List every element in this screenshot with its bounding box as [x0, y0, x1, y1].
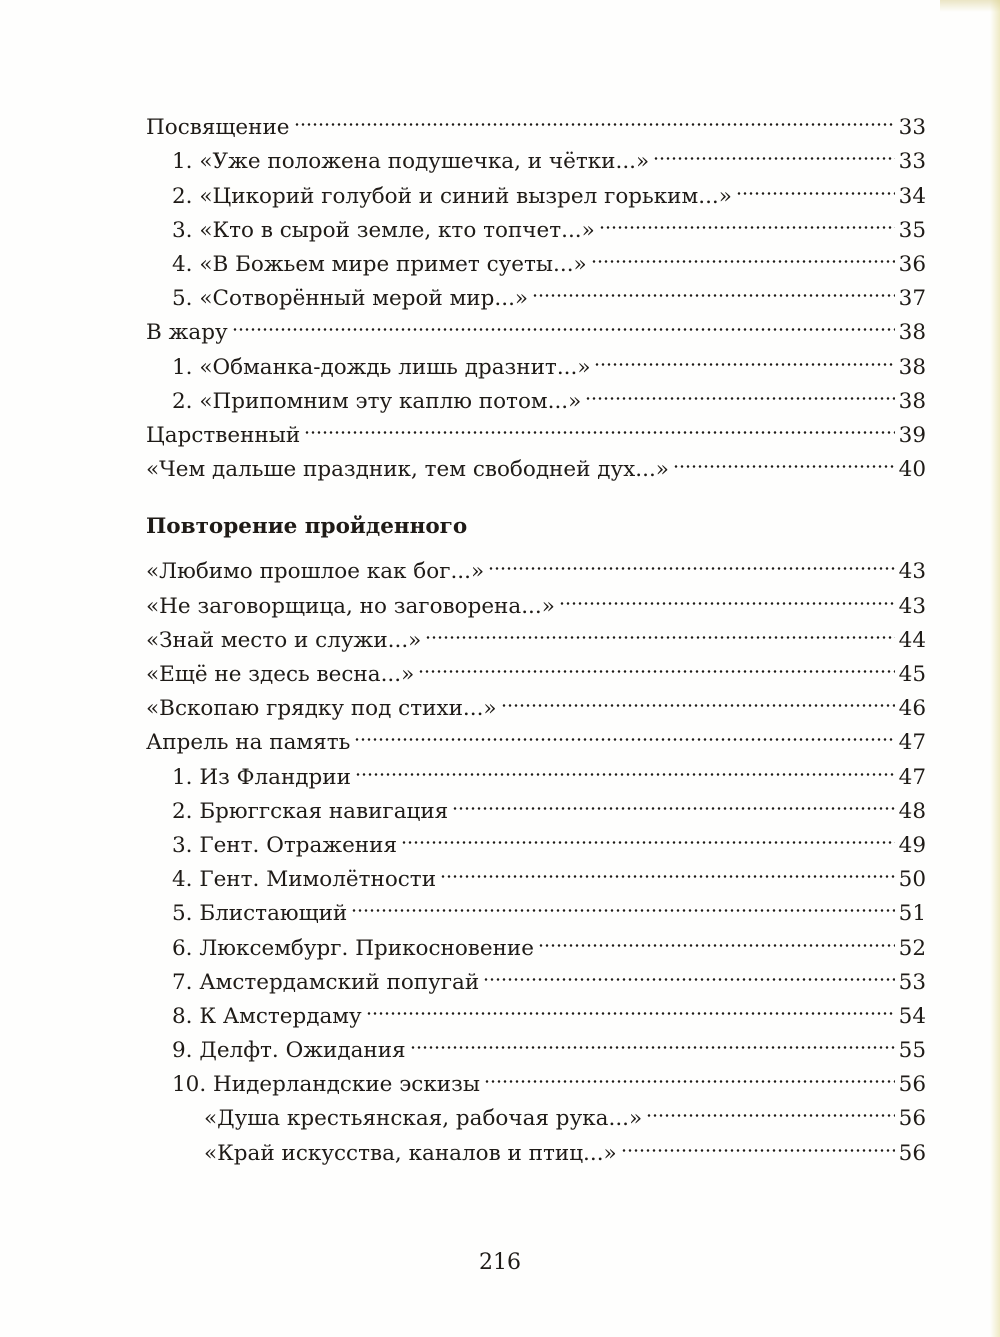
dot-leader: [481, 955, 896, 989]
toc-entry-title: 1. Из Фландрии: [172, 764, 351, 790]
toc-entry: [146, 1023, 926, 1064]
dot-leader: [597, 203, 897, 237]
dot-leader: [416, 647, 896, 681]
dot-leader: [353, 749, 897, 783]
toc-entry-page: 34: [898, 183, 926, 209]
toc-entry-title: В жару: [146, 320, 228, 346]
toc-entry-title: 1. «Уже положена подушечка, и чётки...»: [172, 149, 650, 175]
toc-entry-page: 38: [898, 388, 926, 414]
toc-entry: [146, 613, 926, 653]
toc-entry-title: «Знай место и служи...»: [146, 627, 422, 653]
toc-entry-page: 35: [898, 217, 926, 243]
toc-entry: [146, 784, 926, 824]
toc-entry-title: 5. Блистающий: [172, 901, 348, 927]
toc-entry-title: «Не заговорщица, но заговорена...»: [146, 593, 555, 619]
dot-leader: [583, 374, 896, 408]
toc-entry-page: 38: [898, 354, 926, 380]
toc-entry: [146, 271, 926, 312]
toc-entry-title: 6. Люксембург. Прикосновение: [172, 935, 534, 961]
page-corner-tint: [940, 0, 1000, 12]
toc-entry-title: «Ещё не здесь весна...»: [146, 662, 415, 687]
dot-leader: [644, 1091, 897, 1125]
toc-entry-title: 3. «Кто в сырой земле, кто топчет...»: [172, 217, 595, 243]
toc-entry-page: 39: [898, 422, 926, 448]
toc-entry: [146, 1091, 926, 1132]
toc-entry-title: «Любимо прошлое как бог...»: [146, 559, 485, 585]
toc-entry: [146, 681, 926, 722]
toc-entry: [146, 305, 926, 346]
toc-entry: [146, 1125, 926, 1166]
toc-entry: [146, 374, 926, 414]
toc-entry: [146, 1057, 926, 1098]
dot-leader: [450, 784, 896, 818]
toc-entry-page: 43: [898, 559, 926, 585]
toc-entry-page: 53: [898, 969, 926, 995]
toc-entry-title: 3. Гент. Отражения: [172, 832, 398, 858]
toc-entry: [146, 544, 926, 585]
toc-entry-page: 33: [898, 149, 926, 175]
toc-entry-title: 1. «Обманка-дождь лишь дразнит...»: [172, 354, 591, 380]
toc-entry-title: «Вскопаю грядку под стихи...»: [146, 696, 497, 722]
toc-entry: [146, 647, 926, 687]
toc-entry-page: 51: [898, 901, 926, 927]
dot-leader: [423, 613, 896, 647]
dot-leader: [734, 168, 897, 202]
toc-entry-page: 56: [898, 1072, 926, 1098]
toc-entry-page: 44: [898, 627, 926, 653]
dot-leader: [352, 715, 896, 749]
toc-entry-title: Посвящение: [146, 115, 290, 141]
toc-entry: [146, 818, 926, 858]
dot-leader: [438, 852, 897, 886]
toc-entry-page: 37: [898, 286, 926, 312]
toc-entry-title: 9. Делфт. Ожидания: [172, 1038, 406, 1064]
toc-entry-title: «Чем дальше праздник, тем свободней дух...»: [146, 457, 669, 483]
toc-entry-page: 54: [898, 1003, 926, 1029]
toc-entry-title: 4. Гент. Мимолётности: [172, 867, 437, 893]
toc-entry-title: 2. «Припомним эту каплю потом...»: [172, 388, 582, 414]
toc-entry-title: 10. Нидерландские эскизы: [172, 1072, 480, 1098]
toc-entry-page: 50: [898, 867, 926, 893]
dot-leader: [530, 271, 897, 305]
dot-leader: [619, 1125, 897, 1159]
toc-entry-title: Апрель на память: [146, 730, 351, 756]
toc-entry-page: 46: [898, 696, 926, 722]
toc-entry: [146, 442, 926, 483]
toc-entry-title: Царственный: [146, 422, 301, 448]
toc-entry: [146, 920, 926, 961]
dot-leader: [349, 886, 896, 920]
toc-entry: [146, 749, 926, 790]
dot-leader: [671, 442, 897, 476]
toc-entry: [146, 715, 926, 756]
toc-entry: [146, 203, 926, 243]
toc-entry: [146, 408, 926, 448]
dot-leader: [589, 237, 897, 271]
toc-entry: [146, 168, 926, 209]
toc-entry-page: 56: [898, 1106, 926, 1132]
toc-entry: [146, 852, 926, 893]
toc-entry-page: 49: [898, 832, 926, 858]
toc-entry-page: 55: [898, 1038, 926, 1064]
dot-leader: [592, 339, 896, 373]
table-of-contents: [146, 100, 926, 1166]
toc-entry-title: «Душа крестьянская, рабочая рука...»: [204, 1106, 643, 1132]
toc-entry: [146, 955, 926, 995]
toc-group-1: [146, 100, 926, 483]
dot-leader: [536, 920, 897, 954]
toc-entry-page: 48: [898, 798, 926, 824]
toc-entry: [146, 886, 926, 927]
dot-leader: [482, 1057, 897, 1091]
toc-entry-page: 56: [898, 1140, 926, 1166]
dot-leader: [499, 681, 897, 715]
toc-entry-page: 33: [898, 115, 926, 141]
page-number: 216: [479, 1250, 521, 1275]
toc-entry-title: «Край искусства, каналов и птиц...»: [204, 1140, 617, 1166]
toc-entry-page: 43: [898, 593, 926, 619]
dot-leader: [302, 408, 896, 442]
toc-entry-title: 4. «В Божьем мире примет суеты...»: [172, 251, 587, 277]
toc-entry: [146, 339, 926, 380]
toc-entry-title: 2. Брюггская навигация: [172, 798, 449, 824]
dot-leader: [230, 305, 897, 339]
dot-leader: [364, 989, 897, 1023]
toc-entry: [146, 578, 926, 619]
dot-leader: [399, 818, 897, 852]
toc-group-2: [146, 544, 926, 1166]
toc-entry-title: 5. «Сотворённый мерой мир...»: [172, 286, 529, 312]
dot-leader: [651, 134, 896, 168]
dot-leader: [486, 544, 897, 578]
section-heading: Повторение пройденного: [146, 514, 468, 540]
toc-entry: [146, 134, 926, 175]
toc-entry-title: 8. К Амстердаму: [172, 1003, 362, 1029]
dot-leader: [557, 578, 897, 612]
toc-entry-page: 47: [898, 764, 926, 790]
toc-entry: [146, 237, 926, 277]
toc-entry-page: 45: [898, 662, 926, 687]
toc-entry: [146, 989, 926, 1029]
toc-entry-title: 7. Амстердамский попугай: [172, 969, 480, 995]
toc-entry: [146, 100, 926, 141]
toc-entry-page: 52: [898, 935, 926, 961]
page-edge-tint: [990, 0, 1000, 1337]
toc-entry-page: 47: [898, 730, 926, 756]
toc-entry-page: 36: [898, 251, 926, 277]
dot-leader: [408, 1023, 897, 1057]
toc-entry-page: 40: [898, 457, 926, 483]
toc-entry-page: 38: [898, 320, 926, 346]
dot-leader: [292, 100, 897, 134]
toc-entry-title: 2. «Цикорий голубой и синий вызрел горьким...»: [172, 183, 732, 209]
